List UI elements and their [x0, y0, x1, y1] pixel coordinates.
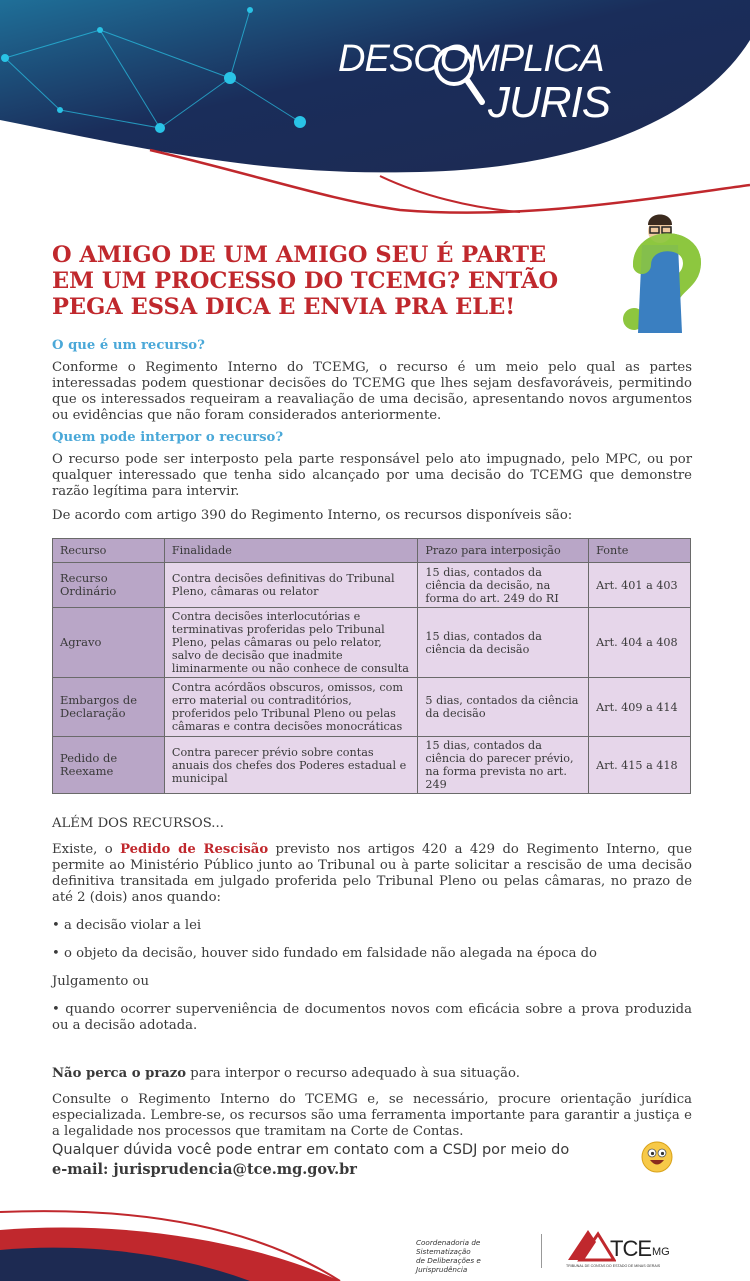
- table-cell: Art. 415 a 418: [589, 737, 691, 794]
- descomplica-juris-logo: [338, 38, 638, 128]
- table-row: [53, 563, 691, 608]
- footer-divider: [541, 1234, 542, 1268]
- headline-line1: O AMIGO DE UM AMIGO SEU É PARTE: [52, 242, 547, 268]
- headline-line3: PEGA ESSA DICA E ENVIA PRA ELE!: [52, 294, 516, 320]
- coord-line1: Coordenadoria de Sistematização: [416, 1238, 481, 1256]
- section-text-quem-pode: O recurso pode ser interposto pela parte responsável pelo ato impugnado, pelo MPC, ou por qualquer interessado que tenha sido alcançado por uma decisão do TCEMG que demonstre razão legítima para intervir.: [52, 452, 692, 499]
- headline-line2: EM UM PROCESSO DO TCEMG? ENTÃO: [52, 268, 559, 294]
- table-row: [53, 608, 691, 678]
- tce-logo-mg: MG: [652, 1246, 670, 1258]
- bullet-item: • o objeto da decisão, houver sido fundado em falsidade não alegada na época do: [52, 946, 598, 961]
- logo-text-line1: DESCOMPLICA: [338, 38, 604, 80]
- deadline-note: [52, 1066, 692, 1082]
- table-cell: 5 dias, contados da ciência da decisão: [418, 678, 589, 737]
- table-cell: Contra decisões interlocutórias e terminativas proferidas pelo Tribunal Pleno, pelas câmaras ou pelo relator, salvo de decisão que inadmite liminarmente ou não conhece de consulta: [164, 608, 418, 678]
- magnifier-icon: [430, 42, 488, 110]
- table-row: [53, 737, 691, 794]
- table-cell: Contra decisões definitivas do Tribunal Pleno, câmaras ou relator: [164, 563, 418, 608]
- contact-email-label: e-mail:: [52, 1161, 114, 1178]
- tce-caption: TRIBUNAL DE CONTAS DO ESTADO DE MINAS GERAIS: [566, 1264, 661, 1268]
- table-header-cell: Recurso: [53, 539, 165, 563]
- page-headline: [52, 242, 582, 320]
- table-cell: Embargos de Declaração: [53, 678, 165, 737]
- bullet-item: Julgamento ou: [52, 974, 149, 989]
- section-text-rescisao: [52, 842, 692, 906]
- main-content: [52, 338, 692, 1146]
- bullet-item: • quando ocorrer superveniência de documentos novos com eficácia sobre a prova produzida ou a decisão adotada.: [52, 1002, 692, 1033]
- smiley-emoji-icon: [641, 1141, 673, 1173]
- table-header-cell: Fonte: [589, 539, 691, 563]
- tce-logo-text: TCE: [610, 1236, 651, 1261]
- contact-line1: Qualquer dúvida você pode entrar em contato com a CSDJ por meio do: [52, 1142, 570, 1158]
- table-cell: Art. 404 a 408: [589, 608, 691, 678]
- table-cell: 15 dias, contados da ciência da decisão: [418, 608, 589, 678]
- table-intro: De acordo com artigo 390 do Regimento Interno, os recursos disponíveis são:: [52, 508, 573, 523]
- section-text-recurso: Conforme o Regimento Interno do TCEMG, o recurso é um meio pelo qual as partes interessadas podem questionar decisões do TCEMG que lhes sejam desfavoráveis, permitindo que os interessados requeiram a reavaliação de uma decisão, apresentando novos argumentos ou evidências que não foram considerados anteriormente.: [52, 360, 692, 423]
- tcemg-logo: [566, 1226, 681, 1272]
- table-cell: 15 dias, contados da ciência da decisão, na forma do art. 249 do RI: [418, 563, 589, 608]
- recursos-table: [52, 538, 691, 794]
- table-header-row: [53, 539, 691, 563]
- deadline-rest: para interpor o recurso adequado à sua situação.: [186, 1066, 520, 1081]
- section-title-quem-pode: Quem pode interpor o recurso?: [52, 430, 284, 445]
- tce-triangle-icon: [566, 1226, 616, 1262]
- section-title-alem: ALÉM DOS RECURSOS...: [52, 816, 224, 831]
- rescisao-text-before: Existe, o: [52, 842, 121, 857]
- table-cell: Art. 409 a 414: [589, 678, 691, 737]
- bullet-item: • a decisão violar a lei: [52, 918, 202, 933]
- rescisao-text-after: previsto nos artigos 420 a 429 do Regimento Interno, que permite ao Ministério Público junto ao Tribunal ou à parte solicitar a rescisão de uma decisão definitiva transitada em julgado proferida pelo Tribunal Pleno ou pelas câmaras, no prazo de até 2 (dois) anos quando:: [52, 842, 692, 905]
- mascot-question-mark-icon: [612, 205, 712, 335]
- table-cell: Art. 401 a 403: [589, 563, 691, 608]
- consult-text: Consulte o Regimento Interno do TCEMG e, se necessário, procure orientação jurídica especializada. Lembre-se, os recursos são uma ferramenta importante para garantir a justiça e a legalidade nos processos que tramitam na Corte de Contas.: [52, 1092, 692, 1139]
- coord-line2: de Deliberações e Jurisprudência: [416, 1256, 481, 1274]
- table-cell: Recurso Ordinário: [53, 563, 165, 608]
- table-cell: Contra acórdãos obscuros, omissos, com erro material ou contraditórios, proferidos pelo Tribunal Pleno ou pelas câmaras e contra decisões monocráticas: [164, 678, 418, 737]
- table-cell: 15 dias, contados da ciência do parecer prévio, na forma prevista no art. 249: [418, 737, 589, 794]
- logo-text-line2: JURIS: [488, 78, 611, 127]
- deadline-bold: Não perca o prazo: [52, 1066, 187, 1081]
- rescisao-highlight: Pedido de Rescisão: [120, 842, 269, 857]
- table-row: [53, 678, 691, 737]
- table-cell: Pedido de Reexame: [53, 737, 165, 794]
- table-cell: Agravo: [53, 608, 165, 678]
- table-header-cell: Finalidade: [164, 539, 418, 563]
- table-header-cell: Prazo para interposição: [418, 539, 589, 563]
- contact-block: [52, 1140, 612, 1180]
- table-cell: Contra parecer prévio sobre contas anuais dos chefes dos Poderes estadual e municipal: [164, 737, 418, 794]
- section-title-recurso: O que é um recurso?: [52, 338, 205, 353]
- contact-email-link[interactable]: jurisprudencia@tce.mg.gov.br: [113, 1161, 357, 1178]
- csdj-label: [416, 1238, 534, 1274]
